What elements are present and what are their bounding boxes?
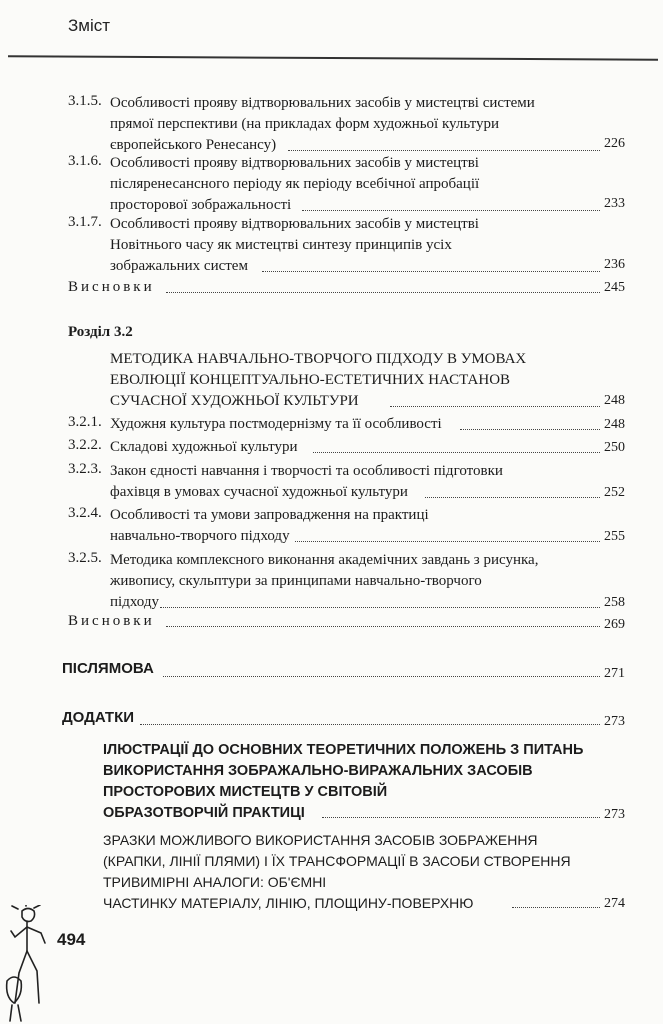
dot-leader bbox=[166, 626, 600, 627]
appendix-title-line: ІЛЮСТРАЦІЇ ДО ОСНОВНИХ ТЕОРЕТИЧНИХ ПОЛОЖЕНЬ З ПИТАНЬ bbox=[103, 742, 584, 758]
dot-leader bbox=[295, 541, 600, 542]
dot-leader bbox=[288, 150, 600, 151]
header-rule bbox=[8, 55, 658, 60]
entry-title-line: Закон єдності навчання і творчості та особливості підготовки bbox=[110, 463, 503, 479]
appendix-title-line: ЧАСТИНКУ МАТЕРІАЛУ, ЛІНІЮ, ПЛОЩИНУ-ПОВЕРХНЮ bbox=[103, 895, 474, 911]
afterword-label: ПІСЛЯМОВА bbox=[62, 660, 154, 677]
conclusions-label: Висновки bbox=[68, 613, 155, 629]
dot-leader bbox=[512, 907, 600, 908]
page-ref: 252 bbox=[604, 485, 625, 500]
entry-title-line: прямої перспективи (на прикладах форм художньої культури bbox=[110, 116, 500, 132]
entry-title-line: Методика комплексного виконання академічних завдань з рисунка, bbox=[110, 552, 539, 568]
section-title-line: СУЧАСНОЇ ХУДОЖНЬОЇ КУЛЬТУРИ bbox=[110, 393, 359, 409]
entry-title-line: Особливості прояву відтворювальних засобів у мистецтві bbox=[110, 216, 479, 232]
page-ref: 233 bbox=[604, 196, 625, 211]
entry-number: 3.2.1. bbox=[68, 414, 102, 430]
appendix-title-line: (КРАПКИ, ЛІНІЇ ПЛЯМИ) І ЇХ ТРАНСФОРМАЦІЇ В ЗАСОБИ СТВОРЕННЯ bbox=[103, 853, 571, 869]
entry-number: 3.1.6. bbox=[68, 153, 102, 169]
entry-title-line: Особливості прояву відтворювальних засобів у мистецтві системи bbox=[110, 95, 535, 111]
entry-title-line: навчально-творчого підходу bbox=[110, 528, 290, 544]
page-ref: 250 bbox=[604, 440, 625, 455]
page-ref: 245 bbox=[604, 280, 625, 295]
dot-leader bbox=[313, 452, 600, 453]
appendix-title-line: ПРОСТОРОВИХ МИСТЕЦТВ У СВІТОВІЙ bbox=[103, 784, 388, 800]
appendix-title-line: ВИКОРИСТАННЯ ЗОБРАЖАЛЬНО-ВИРАЖАЛЬНИХ ЗАСОБІВ bbox=[103, 763, 533, 779]
dot-leader bbox=[460, 429, 600, 430]
dot-leader bbox=[140, 724, 600, 725]
entry-title-line: зображальних систем bbox=[110, 258, 248, 274]
entry-title-line: європейського Ренесансу) bbox=[110, 137, 277, 153]
conclusions-label: Висновки bbox=[68, 279, 155, 295]
entry-title-line: Художня культура постмодернізму та її особливості bbox=[110, 416, 442, 432]
appendices-label: ДОДАТКИ bbox=[62, 709, 135, 726]
dot-leader bbox=[425, 497, 600, 498]
dot-leader bbox=[163, 676, 600, 677]
entry-number: 3.2.4. bbox=[68, 505, 102, 521]
appendix-title-line: ОБРАЗОТВОРЧІЙ ПРАКТИЦІ bbox=[103, 805, 305, 821]
appendix-title-line: ТРИВИМІРНІ АНАЛОГИ: ОБ'ЄМНІ bbox=[103, 874, 327, 890]
page-ref: 248 bbox=[604, 393, 625, 408]
entry-number: 3.1.7. bbox=[68, 214, 102, 230]
entry-title-line: Новітнього часу як мистецтві синтезу принципів усіх bbox=[110, 237, 452, 253]
page-ref: 236 bbox=[604, 257, 625, 272]
entry-number: 3.1.5. bbox=[68, 93, 102, 109]
entry-number: 3.2.5. bbox=[68, 550, 102, 566]
entry-number: 3.2.3. bbox=[68, 461, 102, 477]
entry-title-line: просторової зображальності bbox=[110, 197, 292, 213]
page-ref: 255 bbox=[604, 529, 625, 544]
entry-title-line: живопису, скульптури за принципами навчально-творчого bbox=[110, 573, 482, 589]
dot-leader bbox=[262, 271, 600, 272]
section-title-line: МЕТОДИКА НАВЧАЛЬНО-ТВОРЧОГО ПІДХОДУ В УМОВАХ bbox=[110, 351, 527, 367]
running-header: Зміст bbox=[68, 16, 111, 35]
dot-leader bbox=[160, 607, 600, 608]
section-label: Розділ 3.2 bbox=[68, 324, 133, 340]
decorative-figure-icon bbox=[4, 905, 50, 1024]
page-ref: 269 bbox=[604, 617, 625, 632]
page-ref: 273 bbox=[604, 807, 625, 822]
entry-title-line: Особливості прояву відтворювальних засобів у мистецтві bbox=[110, 155, 479, 171]
page-number: 494 bbox=[57, 930, 86, 949]
entry-number: 3.2.2. bbox=[68, 437, 102, 453]
dot-leader bbox=[302, 210, 600, 211]
entry-title-line: Особливості та умови запровадження на практиці bbox=[110, 507, 429, 523]
page-ref: 271 bbox=[604, 666, 625, 681]
page-ref: 258 bbox=[604, 595, 625, 610]
section-title-line: ЕВОЛЮЦІЇ КОНЦЕПТУАЛЬНО-ЕСТЕТИЧНИХ НАСТАНОВ bbox=[110, 372, 511, 388]
page-ref: 274 bbox=[604, 896, 625, 911]
dot-leader bbox=[322, 817, 600, 818]
dot-leader bbox=[166, 292, 600, 293]
page-ref: 248 bbox=[604, 417, 625, 432]
dot-leader bbox=[390, 406, 600, 407]
entry-title-line: фахівця в умовах сучасної художньої культури bbox=[110, 484, 408, 500]
page-ref: 226 bbox=[604, 136, 625, 151]
entry-title-line: Складові художньої культури bbox=[110, 439, 298, 455]
appendix-title-line: ЗРАЗКИ МОЖЛИВОГО ВИКОРИСТАННЯ ЗАСОБІВ ЗОБРАЖЕННЯ bbox=[103, 832, 538, 848]
entry-title-line: післяренесансного періоду як періоду всебічної апробації bbox=[110, 176, 480, 192]
entry-title-line: підходу bbox=[110, 594, 159, 610]
page-ref: 273 bbox=[604, 714, 625, 729]
